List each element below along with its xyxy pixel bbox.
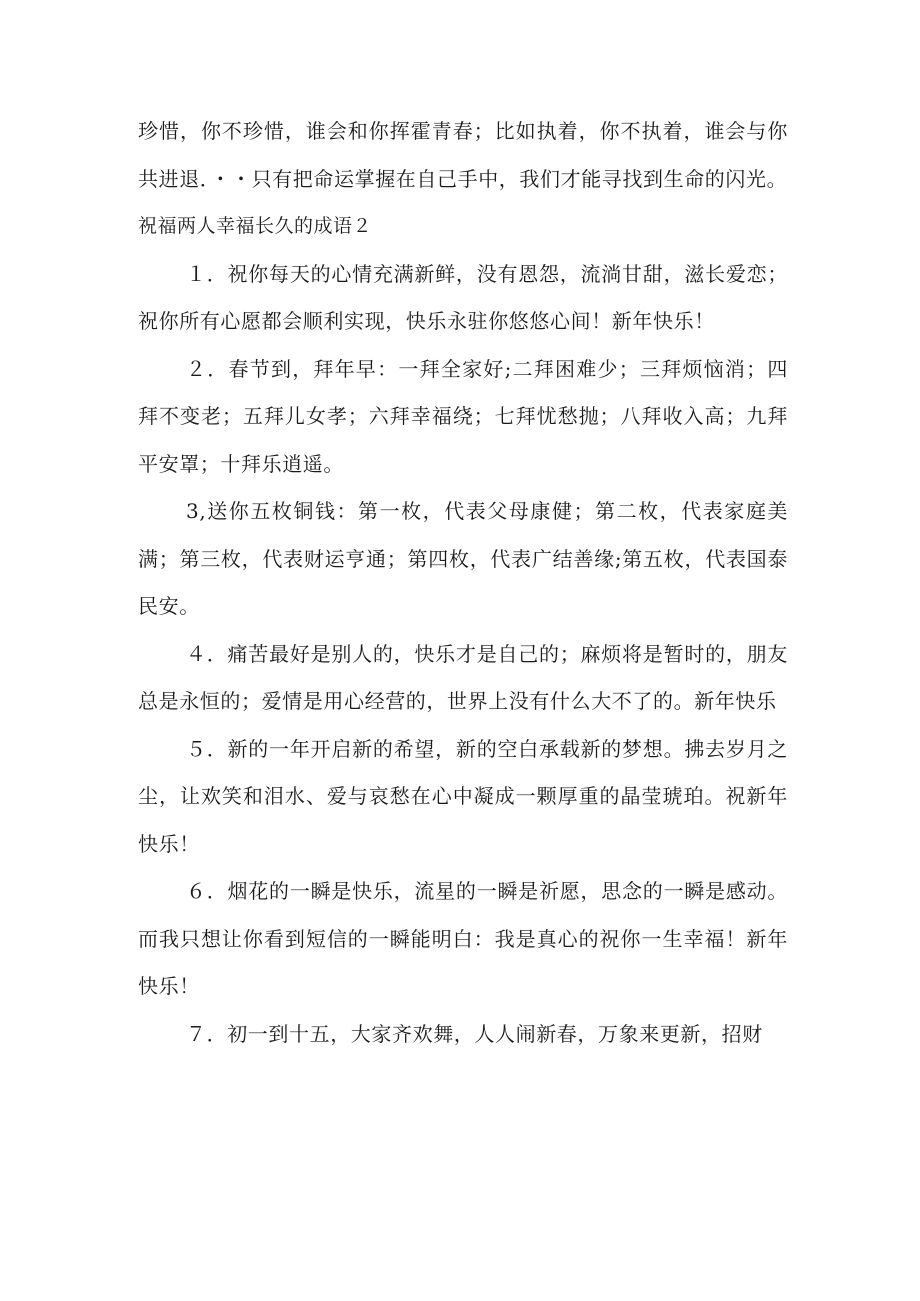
intro-paragraph: 珍惜，你不珍惜，谁会和你挥霍青春；比如执着，你不执着，谁会与你共进退．・・只有把命运掌握在自己手中，我们才能寻找到生命的闪光。 xyxy=(138,119,788,191)
list-item: １．祝你每天的心情充满新鲜，没有恩怨，流淌甘甜，滋长爱恋；祝你所有心愿都会顺利实现，快乐永驻你悠悠心间！新年快乐！ xyxy=(138,261,788,333)
list-item: 3,送你五枚铜钱：第一枚，代表父母康健；第二枚，代表家庭美满；第三枚，代表财运亨通；第四枚，代表广结善缘;第五枚，代表国泰民安。 xyxy=(138,499,788,618)
list-item: ４．痛苦最好是别人的，快乐才是自己的；麻烦将是暂时的，朋友总是永恒的；爱情是用心经营的，世界上没有什么大不了的。新年快乐 xyxy=(138,641,788,713)
document-body xyxy=(138,108,788,1058)
list-item: ２．春节到，拜年早：一拜全家好;二拜困难少；三拜烦恼消；四拜不变老；五拜儿女孝；六拜幸福绕；七拜忧愁抛；八拜收入高；九拜平安罩；十拜乐逍遥。 xyxy=(138,356,788,476)
list-item: ７．初一到十五，大家齐欢舞，人人闹新春，万象来更新，招财 xyxy=(186,1021,763,1046)
section-title: 祝福两人幸福长久的成语２ xyxy=(138,215,373,237)
list-item: ５．新的一年开启新的希望，新的空白承载新的梦想。拂去岁月之尘，让欢笑和泪水、爱与哀愁在心中凝成一颗厚重的晶莹琥珀。祝新年快乐！ xyxy=(138,736,788,856)
list-item: ６．烟花的一瞬是快乐，流星的一瞬是祈愿，思念的一瞬是感动。而我只想让你看到短信的一瞬能明白：我是真心的祝你一生幸福！新年快乐！ xyxy=(138,879,788,998)
